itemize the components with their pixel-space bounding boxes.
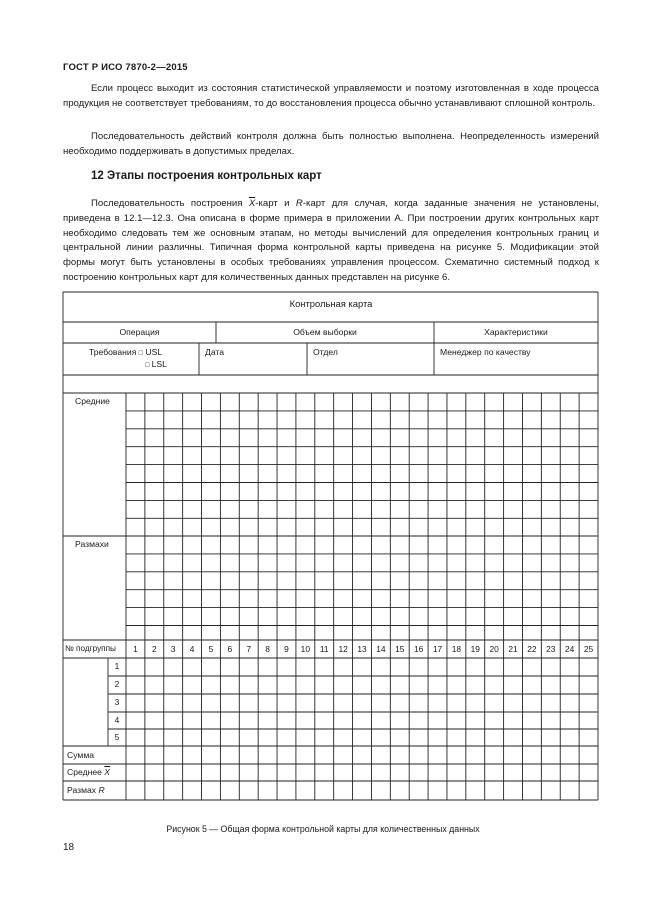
means-label: Средние (75, 396, 110, 406)
subgroup-number: 20 (489, 644, 499, 654)
subgroup-number: 12 (338, 644, 348, 654)
measurement-number: 4 (114, 715, 120, 725)
sum-label: Сумма (67, 750, 95, 760)
quality-manager-label: Менеджер по качеству (440, 347, 531, 357)
measurement-number: 2 (114, 679, 120, 689)
subgroup-number: 15 (395, 644, 405, 654)
operation-label: Операция (119, 327, 160, 337)
characteristics-label: Характеристики (484, 327, 548, 337)
mean-label: Среднее $\overline{X}$ (67, 767, 111, 777)
subgroup-number: 18 (451, 644, 462, 654)
subgroup-number: 17 (432, 644, 443, 654)
subgroup-number: 3 (170, 644, 176, 654)
range-label: Размах R (67, 785, 105, 795)
measurement-number: 5 (114, 732, 120, 742)
subgroup-number: 8 (265, 644, 270, 654)
figure-caption: Рисунок 5 — Общая форма контрольной карты для количественных данных (166, 824, 480, 834)
r-symbol: R (295, 198, 303, 209)
document-header: ГОСТ Р ИСО 7870-2—2015 (63, 62, 188, 73)
department-label: Отдел (313, 347, 338, 357)
subgroup-number: 14 (376, 644, 386, 654)
requirements-label: Требования □ USL (89, 347, 163, 357)
subgroup-number: 9 (284, 644, 289, 654)
measurement-number: 3 (114, 697, 120, 707)
section-paragraph: Последовательность построения $\overline{X}$-карт и R-карт для случая, когда заданные значения не установлены, приведена в 12.1—12.3. Она описана в форме примера в приложении А. При построении других контрольных карт необходимо следовать тем же основным этапам, но методы вычислений для определения контрольных границ и центральной линии различны. Типичная форма контрольной карты приведена на рисунке 5. Модификации этой формы могут быть установлены в особых требованиях управления процессом. Схематично системный подход к построению контрольных карт для количественных данных представлен на рисунке 6. (63, 198, 599, 283)
subgroup-number: 21 (508, 644, 518, 654)
page-number: 18 (63, 842, 75, 853)
subgroup-number: 6 (227, 644, 233, 654)
subgroup-number: 1 (133, 644, 138, 654)
subgroup-number: 22 (527, 644, 537, 654)
intro-paragraph-1: Если процесс выходит из состояния статистической управляемости и поэтому изготовленная в ходе процесса продукция не соответствует требованиям, то до восстановления процесса обычно устанавливают сплошной контроль. (63, 83, 599, 109)
measurement-number: 1 (114, 661, 120, 671)
subgroup-number: 24 (565, 644, 575, 654)
x-bar-symbol: $\overline{X}$ (248, 198, 256, 209)
subgroup-number: 13 (357, 644, 367, 654)
subgroup-number-label: № подгруппы (65, 644, 116, 653)
subgroup-number: 23 (546, 644, 556, 654)
ranges-label: Размахи (75, 539, 109, 549)
lsl-label: □ LSL (145, 359, 167, 369)
date-label: Дата (205, 347, 225, 357)
subgroup-number: 25 (583, 644, 594, 654)
subgroup-number: 5 (208, 644, 214, 654)
subgroup-number: 16 (413, 644, 424, 654)
subgroup-number: 11 (319, 644, 329, 654)
subgroup-number: 7 (246, 644, 252, 654)
sample-size-label: Объем выборки (293, 327, 357, 337)
section-heading: 12 Этапы построения контрольных карт (91, 170, 322, 182)
subgroup-number: 4 (189, 644, 195, 654)
form-title: Контрольная карта (289, 298, 373, 309)
subgroup-number: 19 (470, 644, 480, 654)
subgroup-number: 2 (151, 644, 157, 654)
subgroup-number: 10 (300, 644, 310, 654)
intro-paragraph-2: Последовательность действий контроля должна быть полностью выполнена. Неопределенность измерений необходимо поддерживать в допустимых пределах. (63, 131, 599, 157)
